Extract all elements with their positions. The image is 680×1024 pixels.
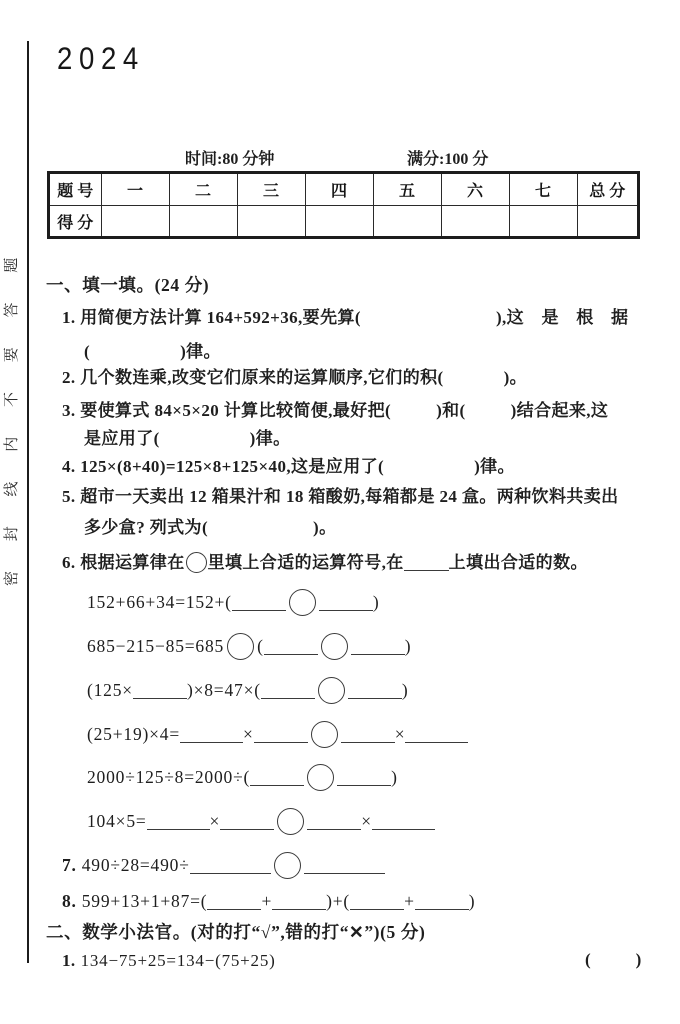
blank-field — [348, 684, 402, 699]
blank-field — [304, 859, 385, 874]
question-7-number: 7. — [62, 855, 77, 875]
text-segment: (125× — [87, 680, 133, 700]
operator-circle — [311, 721, 338, 748]
blank-field — [272, 895, 326, 910]
judge-question-1-number: 1. — [62, 951, 76, 970]
operator-circle — [289, 589, 316, 616]
score-cell-empty — [237, 206, 305, 238]
blank-field — [405, 728, 468, 743]
blank-field — [232, 596, 286, 611]
blank-field — [351, 640, 405, 655]
blank-field — [254, 728, 308, 743]
text-segment: + — [404, 891, 415, 911]
blank-field — [220, 815, 274, 830]
score-cell-empty — [305, 206, 373, 238]
section-2-title: 二、数学小法官。(对的打“√”,错的打“✕”)(5 分) — [46, 922, 426, 942]
answer-space — [466, 410, 511, 416]
text-segment: 2. 几个数连乘,改变它们原来的运算顺序,它们的积( — [62, 368, 444, 387]
judge-question-1-equation: 134−75+25=134−(75+25) — [80, 951, 276, 970]
equation-line-6 — [87, 808, 435, 835]
text-segment: 599+13+1+87=( — [81, 891, 208, 911]
text-segment: ( — [84, 342, 91, 361]
score-cell-empty — [169, 206, 237, 238]
blank-field — [307, 815, 361, 830]
text-segment: 6. 根据运算律在 — [62, 553, 185, 572]
exam-fullscore-label: 满分:100 分 — [407, 151, 489, 168]
score-cell-empty — [509, 206, 577, 238]
equation-line-4 — [87, 721, 468, 748]
blank-field — [250, 771, 304, 786]
judge-question-1 — [62, 951, 276, 971]
equation-line-3 — [87, 677, 409, 704]
text-segment: ) — [372, 592, 380, 612]
score-cell-empty — [441, 206, 509, 238]
equation-line-2 — [87, 633, 411, 660]
question-8 — [62, 891, 475, 912]
question-1-line-2 — [84, 337, 221, 362]
text-segment: ( — [585, 950, 591, 969]
score-table-header-row — [49, 173, 638, 206]
blank-field — [261, 684, 315, 699]
seal-margin-text: 密 封 线 内 不 要 答 题 — [4, 244, 20, 586]
text-segment: 2000÷125÷8=2000÷( — [87, 767, 251, 787]
operator-circle — [186, 552, 207, 573]
text-segment: ) — [468, 891, 476, 911]
text-segment: 多少盒? 列式为( — [84, 518, 209, 537]
score-row-label: 得 分 — [49, 206, 101, 238]
text-segment: 1. 用简便方法计算 164+592+36,要先算( — [62, 308, 361, 327]
text-segment: 是应用了( — [84, 429, 160, 448]
operator-circle — [277, 808, 304, 835]
question-3-line-1 — [62, 396, 608, 421]
answer-space — [391, 410, 436, 416]
equation-line-5 — [87, 764, 398, 791]
blank-field — [133, 684, 187, 699]
text-segment: ) — [401, 680, 409, 700]
question-7-equation — [82, 855, 385, 875]
text-segment: 685−215−85=685 — [87, 636, 225, 656]
score-cell-empty — [101, 206, 169, 238]
equation-line-1 — [87, 589, 379, 616]
score-table-header-cell: 三 — [237, 173, 305, 206]
blank-field — [190, 859, 271, 874]
question-7 — [62, 852, 385, 879]
text-segment: 上填出合适的数。 — [448, 553, 588, 572]
answer-space — [361, 317, 496, 323]
text-segment: 104×5= — [87, 811, 147, 831]
score-cell-empty — [577, 206, 638, 238]
question-6-intro — [62, 548, 588, 573]
question-8-number: 8. — [62, 891, 77, 911]
text-segment: ) — [404, 636, 412, 656]
text-segment: )律。 — [249, 429, 291, 448]
answer-space — [384, 466, 474, 472]
text-segment: ),这 是 根 据 — [495, 308, 629, 327]
text-segment: 3. 要使算式 84×5×20 计算比较简便,最好把( — [62, 401, 392, 420]
blank-field — [341, 728, 395, 743]
blank-field — [180, 728, 243, 743]
score-table-header-cell: 四 — [305, 173, 373, 206]
answer-space — [591, 959, 636, 965]
text-segment: × — [394, 724, 406, 744]
answer-space — [160, 438, 250, 444]
text-segment: ( — [257, 636, 264, 656]
text-segment: )律。 — [180, 342, 221, 361]
question-8-equation — [82, 891, 476, 911]
score-table-header-cell: 一 — [101, 173, 169, 206]
section-1-title: 一、填一填。(24 分) — [46, 275, 210, 295]
answer-space — [444, 377, 504, 383]
score-table-header-cell: 总 分 — [577, 173, 638, 206]
text-segment: )结合起来,这 — [510, 401, 609, 420]
blank-field — [415, 895, 469, 910]
question-1-line-1 — [62, 303, 628, 328]
blank-field — [319, 596, 373, 611]
operator-circle — [274, 852, 301, 879]
text-segment: 4. 125×(8+40)=125×8+125×40,这是应用了( — [62, 457, 385, 476]
blank-field — [207, 895, 261, 910]
text-segment: 里填上合适的运算符号,在 — [207, 553, 404, 572]
text-segment: + — [261, 891, 273, 911]
score-table-score-row — [49, 206, 638, 238]
judge-answer-parens — [585, 950, 641, 970]
question-4 — [62, 452, 515, 477]
score-table-header-cell: 七 — [509, 173, 577, 206]
blank-field — [372, 815, 435, 830]
text-segment: × — [243, 724, 254, 744]
text-segment: )。 — [313, 518, 337, 537]
blank-field — [147, 815, 210, 830]
text-segment: )×8=47×( — [186, 680, 261, 700]
question-2 — [62, 363, 527, 388]
score-table-header-cell: 二 — [169, 173, 237, 206]
question-3-line-2 — [84, 424, 291, 449]
text-segment: ) — [391, 767, 398, 787]
operator-circle — [318, 677, 345, 704]
score-table-header-cell: 五 — [373, 173, 441, 206]
blank-field — [337, 771, 391, 786]
score-table-header-cell: 六 — [441, 173, 509, 206]
exam-time-label: 时间:80 分钟 — [185, 151, 275, 168]
text-segment: × — [209, 811, 221, 831]
answer-space — [208, 527, 313, 533]
question-5-line-2 — [84, 513, 336, 538]
text-segment: × — [361, 811, 372, 831]
text-segment: )和( — [436, 401, 466, 420]
question-5-line-1 — [62, 482, 619, 507]
text-segment: 490÷28=490÷ — [81, 855, 190, 875]
blank-field — [350, 895, 404, 910]
blank-field — [264, 640, 318, 655]
seal-line-rule — [27, 41, 29, 963]
operator-circle — [227, 633, 254, 660]
text-segment: ) — [635, 950, 642, 969]
text-segment: 5. 超市一天卖出 12 箱果汁和 18 箱酸奶,每箱都是 24 盒。两种饮料共卖出 — [62, 487, 619, 506]
answer-space — [90, 351, 180, 357]
score-table — [48, 172, 639, 238]
text-segment: (25+19)×4= — [87, 724, 181, 744]
text-segment: )律。 — [474, 457, 515, 476]
year-label: 2024 — [57, 42, 145, 77]
score-cell-empty — [373, 206, 441, 238]
operator-circle — [321, 633, 348, 660]
text-segment: )+( — [326, 891, 351, 911]
text-segment: 152+66+34=152+( — [87, 592, 232, 612]
operator-circle — [307, 764, 334, 791]
score-table-header-cell: 题 号 — [49, 173, 101, 206]
text-segment: )。 — [503, 368, 528, 387]
blank-field — [404, 556, 449, 571]
